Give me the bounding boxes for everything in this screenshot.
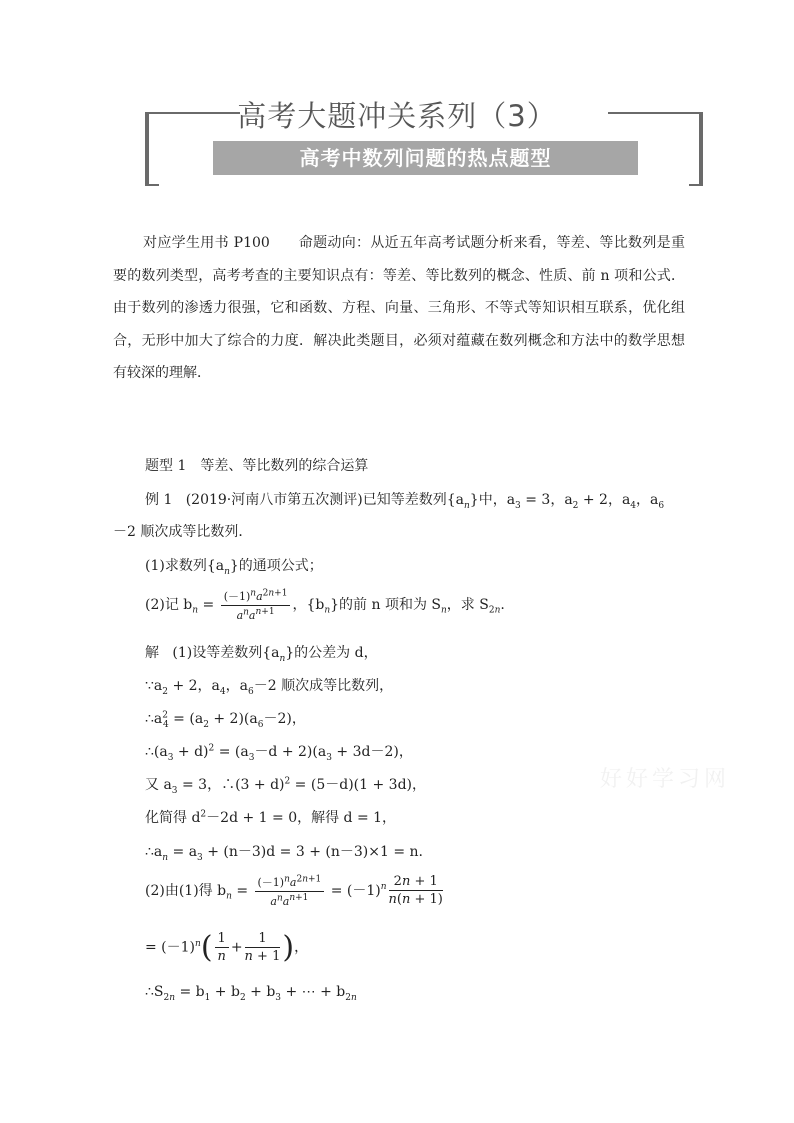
example-line-2: －2 顺次成等比数列． <box>113 524 253 540</box>
fraction: $\frac{(-1)^na^{2n+1}}{a^na^{n+1}}$ <box>221 588 291 622</box>
solution-line-6: 化简得 $d^2-2d + 1 = 0$，解得 d = 1， <box>145 809 397 826</box>
solution-line-4: $\therefore(a_3 + d)^2 = (a_3-d + 2)(a_3 + 3d-2)$， <box>145 743 413 763</box>
watermark: 好好学习网 <box>600 767 731 792</box>
solution-line-7: $\therefore a_n = a_3 + (n-3)d = 3 + (n-3)\times 1 = n$. <box>145 844 423 863</box>
solution-line-3: $\therefore a^2_4 = (a_2 + 2)(a_6-2)$， <box>145 710 306 730</box>
question-2: (2)记 $b_n$ = $\frac{(-1)^na^{2n+1}}{a^na^{n+1}}$ ，$\{b_n\}$的前 n 项和为 $S_n$，求 $S_{2n}$. <box>145 588 505 622</box>
solution-line-9: = $(-1)^n$( $\frac{1}{n}$ + $\frac{1}{n + 1}$ )， <box>145 930 309 965</box>
example-label: 例 1 <box>145 492 173 508</box>
question-1: (1)求数列$\{a_n\}$的通项公式； <box>145 558 323 577</box>
solution-line-8: (2)由(1)得 $b_n$ = $\frac{(-1)^na^{2n+1}}{a^na^{n+1}}$ = $(-1)^n$ $\frac{2n + 1}{n(n + 1)}$ <box>145 874 443 908</box>
topic-banner: 高考中数列问题的热点题型 <box>213 141 638 175</box>
solution-line-1: 解 (1)设等差数列$\{a_n\}$的公差为 d， <box>145 645 378 664</box>
solution-line-10: $\therefore S_{2n} = b_1 + b_2 + b_3$ + ⋯ + $b_{2n}$ <box>145 984 357 1003</box>
solution-line-2: $\because a_2 + 2$，$a_4$，$a_6-2$ 顺次成等比数列， <box>145 678 394 697</box>
intro-paragraph: 对应学生用书 P100 命题动向：从近五年高考试题分析来看，等差、等比数列是重要的数列类型，高考考查的主要知识点有：等差、等比数列的概念、性质、前 n 项和公式．由于数列的渗透力很强，它和函数、方程、向量、三角形、不等式等知识相互联系，优化组合，无形中加大了综合的力度．解决此类题目，必须对蕴藏在数列概念和方法中的数学思想有较深的理解． <box>113 235 685 381</box>
example-line-1: 例 1 (2019·河南八市第五次测评)已知等差数列$\{a_n\}$中，$a_3 = 3$，$a_2 + 2$，$a_4$，$a_6$ <box>145 492 665 511</box>
series-title: 高考大题冲关系列（3） <box>237 99 557 133</box>
solution-label: 解 <box>145 645 159 661</box>
solution-line-5: 又 $a_3 = 3$，∴(3 + d)$^2$ = (5－d)(1 + 3d)， <box>145 776 426 796</box>
section-title: 题型 1 等差、等比数列的综合运算 <box>145 458 369 474</box>
